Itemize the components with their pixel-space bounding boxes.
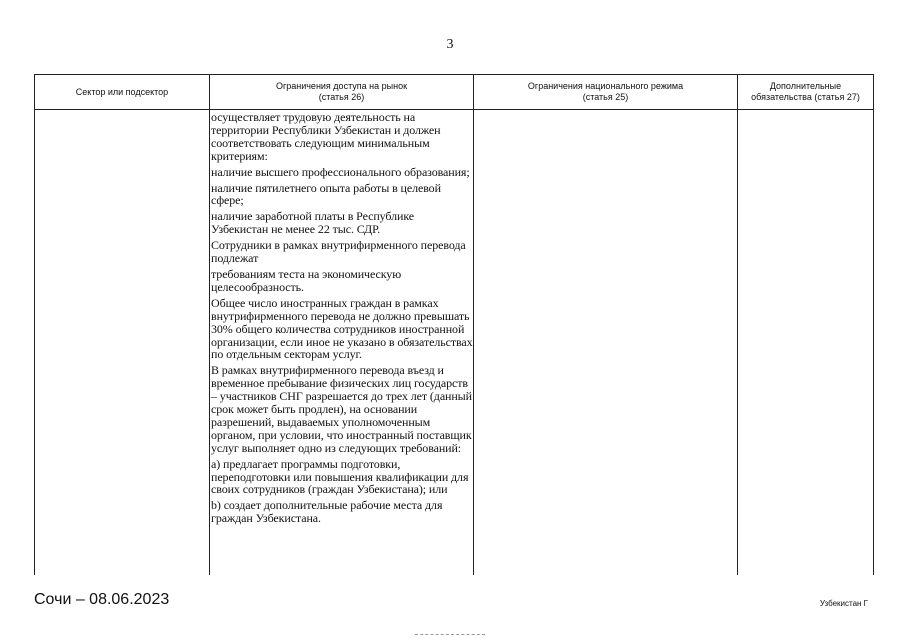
scan-artifact-line [415,634,485,635]
footer-country-mark: Узбекистан Г [819,599,868,608]
market-access-paragraph: а) предлагает программы подготовки, переподготовки или повышения квалификации для своих сотрудников (граждан Узбекистана); или [211,456,469,497]
market-access-paragraph: наличие высшего профессионального образования; [211,164,470,179]
column-divider [473,75,474,575]
market-access-paragraph: наличие пятилетнего опыта работы в целевой сфере; [211,180,441,208]
header-national-treatment-article: (статья 25) [582,92,629,102]
header-market-access [210,75,473,109]
footer-place-date: Сочи – 08.06.2023 [34,591,170,608]
header-additional-article: обязательства (статья 27) [751,92,860,102]
market-access-cell [211,111,473,528]
market-access-paragraph: В рамках внутрифирменного перевода въезд и временное пребывание физических лиц государств – участников СНГ разрешается до трех лет (данный срок может быть продлен), на основании разрешений, выдаваемых уполномоченным органом, при условии, что иностранный поставщик услуг выполняет одно из следующих требований: [211,363,472,455]
market-access-paragraph: осуществляет трудовую деятельность на территории Республики Узбекистан и должен соответствовать следующим минимальным критериям: [211,110,441,163]
market-access-paragraph: b) создает дополнительные рабочие места для граждан Узбекистана. [211,498,443,526]
header-market-access-title: Ограничения доступа на рынок [275,81,408,91]
header-market-access-article: (статья 26) [318,92,365,102]
column-divider [737,75,738,575]
header-sector-label: Сектор или подсектор [75,86,169,97]
header-additional-title: Дополнительные [769,81,842,91]
header-divider [35,109,873,110]
market-access-paragraph: требованиям теста на экономическую целесообразность. [211,266,402,294]
header-additional [738,75,873,109]
header-national-treatment [474,75,737,109]
market-access-paragraph: наличие заработной платы в Республике Узбекистан не менее 22 тыс. СДР. [211,209,414,237]
header-sector [35,75,209,109]
market-access-paragraph: Общее число иностранных граждан в рамках внутрифирменного перевода не должно превышать 30% общего количества сотрудников иностранной организации, если иное не указано в обязательствах по отдельным секторам услуг. [211,295,473,362]
column-divider [209,75,210,575]
schedule-table [34,74,874,575]
header-national-treatment-title: Ограничения национального режима [527,81,684,91]
page-number: 3 [446,37,454,52]
market-access-paragraph: Сотрудники в рамках внутрифирменного перевода подлежат [211,238,466,266]
